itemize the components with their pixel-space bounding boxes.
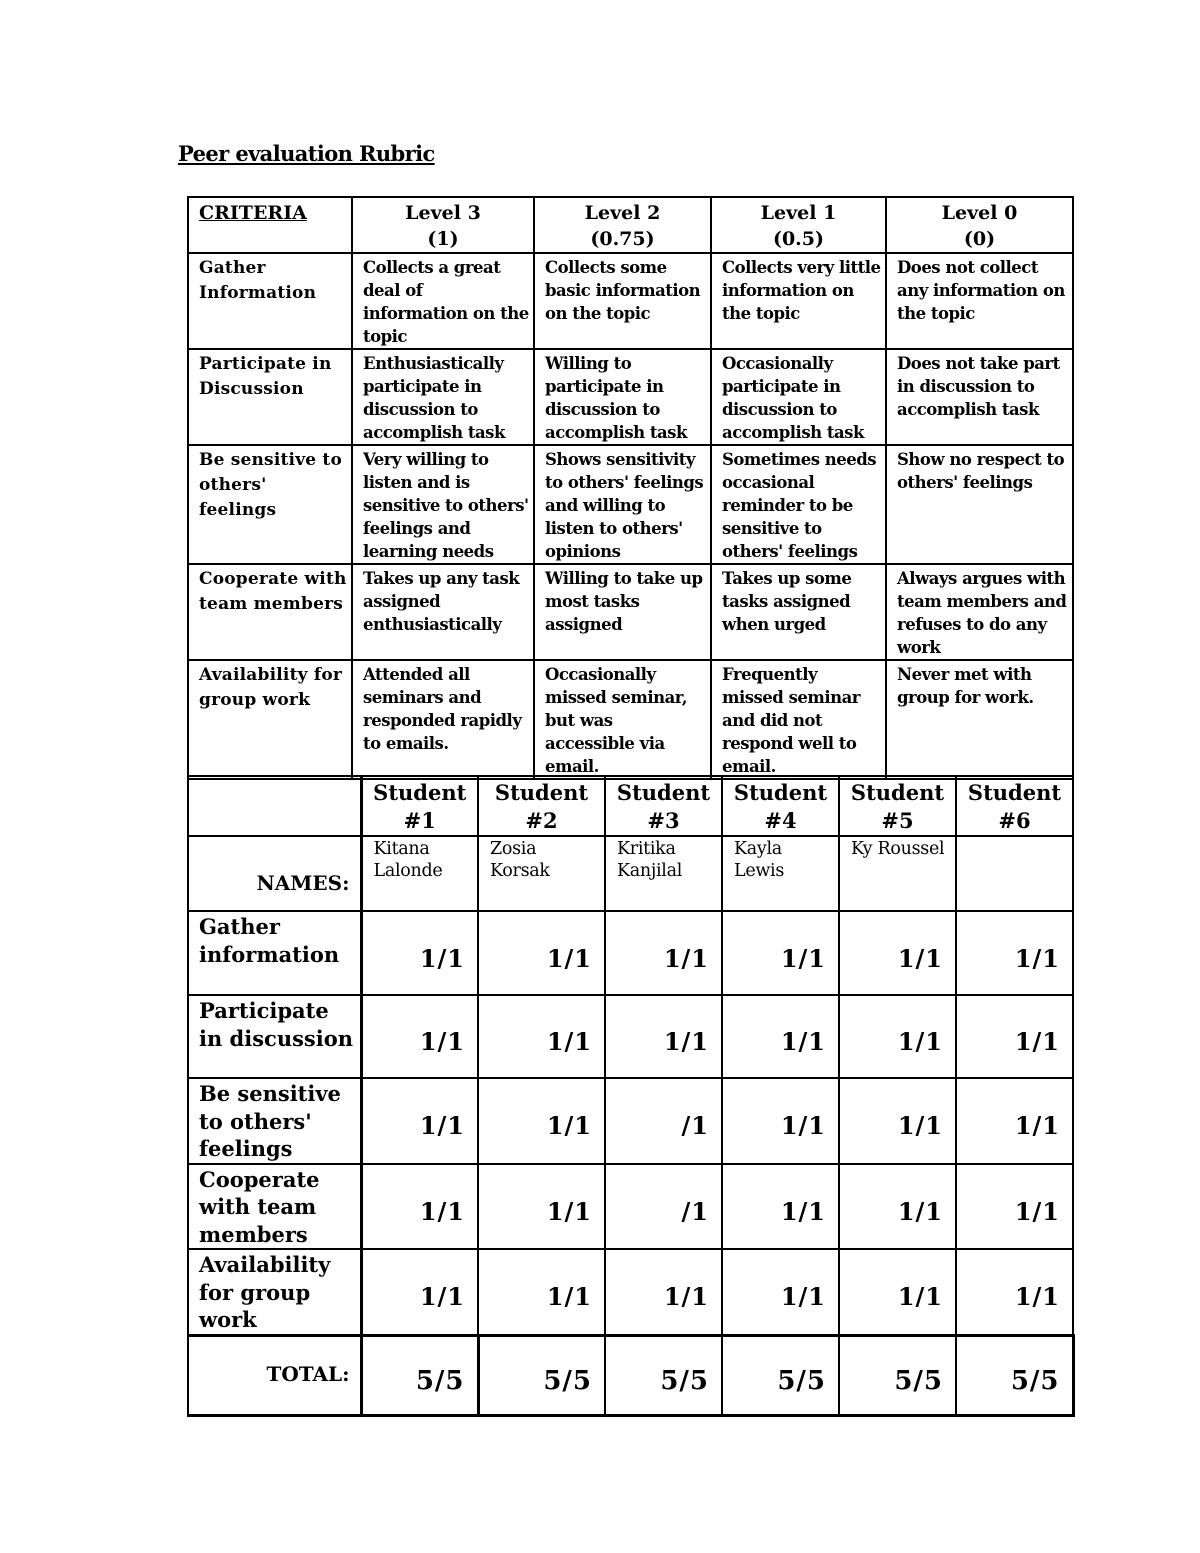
score-value: 1/1: [956, 1249, 1073, 1335]
rubric-cell: Very willing to listen and is sensitive to others' feelings and learning needs: [352, 445, 534, 564]
rubric-criterion: Participate in Discussion: [188, 349, 352, 445]
document-title: Peer evaluation Rubric: [178, 141, 435, 166]
rubric-cell: Does not take part in discussion to accomplish task: [886, 349, 1073, 445]
rubric-cell: Willing to take up most tasks assigned: [534, 564, 711, 660]
student-name: Ky Roussel: [839, 836, 956, 911]
level-header: Level 0 (0): [886, 197, 1073, 253]
empty-corner-cell: [188, 776, 361, 836]
total-row: [188, 1335, 1073, 1415]
rubric-cell: Occasionally participate in discussion to accomplish task: [711, 349, 886, 445]
rubric-cell: Shows sensitivity to others' feelings and willing to listen to others' opinions: [534, 445, 711, 564]
scores-table: [187, 775, 1075, 1417]
student-header: Student #2: [478, 776, 605, 836]
score-value: 1/1: [605, 995, 722, 1078]
rubric-cell: Collects some basic information on the topic: [534, 253, 711, 349]
score-value: 1/1: [956, 1164, 1073, 1250]
rubric-cell: Enthusiastically participate in discussion to accomplish task: [352, 349, 534, 445]
total-label: TOTAL:: [188, 1335, 361, 1415]
rubric-cell: Does not collect any information on the topic: [886, 253, 1073, 349]
total-value: 5/5: [839, 1335, 956, 1415]
score-value: 1/1: [478, 911, 605, 995]
student-header: Student #5: [839, 776, 956, 836]
score-value: 1/1: [361, 1249, 478, 1335]
score-row: [188, 1164, 1073, 1250]
score-value: 1/1: [722, 1164, 839, 1250]
student-header: Student #6: [956, 776, 1073, 836]
score-value: 1/1: [361, 1164, 478, 1250]
rubric-cell: Show no respect to others' feelings: [886, 445, 1073, 564]
score-value: 1/1: [605, 1249, 722, 1335]
rubric-criterion: Be sensitive to others' feelings: [188, 445, 352, 564]
total-value: 5/5: [361, 1335, 478, 1415]
score-value: /1: [605, 1164, 722, 1250]
score-row: [188, 911, 1073, 995]
score-value: 1/1: [956, 1078, 1073, 1164]
student-name: Zosia Korsak: [478, 836, 605, 911]
student-name: Kritika Kanjilal: [605, 836, 722, 911]
rubric-row: [188, 349, 1073, 445]
score-value: 1/1: [361, 911, 478, 995]
score-value: 1/1: [956, 911, 1073, 995]
score-value: 1/1: [839, 1164, 956, 1250]
rubric-criterion: Gather Information: [188, 253, 352, 349]
level-header: Level 2 (0.75): [534, 197, 711, 253]
score-value: 1/1: [722, 995, 839, 1078]
score-row: [188, 1078, 1073, 1164]
score-row: [188, 995, 1073, 1078]
rubric-cell: Occasionally missed seminar, but was accessible via email.: [534, 660, 711, 779]
level-header: Level 1 (0.5): [711, 197, 886, 253]
rubric-cell: Frequently missed seminar and did not respond well to email.: [711, 660, 886, 779]
score-value: 1/1: [478, 1164, 605, 1250]
level-header: Level 3 (1): [352, 197, 534, 253]
rubric-criterion: Cooperate with team members: [188, 564, 352, 660]
student-header: Student #4: [722, 776, 839, 836]
total-value: 5/5: [956, 1335, 1073, 1415]
rubric-cell: Attended all seminars and responded rapidly to emails.: [352, 660, 534, 779]
score-criterion: Cooperate with team members: [188, 1164, 361, 1250]
score-value: 1/1: [361, 995, 478, 1078]
score-criterion: Availability for group work: [188, 1249, 361, 1335]
score-value: 1/1: [722, 911, 839, 995]
score-value: 1/1: [478, 1078, 605, 1164]
student-name: Kitana Lalonde: [361, 836, 478, 911]
names-row: [188, 836, 1073, 911]
score-value: 1/1: [839, 911, 956, 995]
score-value: 1/1: [839, 995, 956, 1078]
score-criterion: Be sensitive to others' feelings: [188, 1078, 361, 1164]
score-value: 1/1: [839, 1249, 956, 1335]
rubric-header-row: [188, 197, 1073, 253]
score-value: 1/1: [722, 1078, 839, 1164]
rubric-criterion: Availability for group work: [188, 660, 352, 779]
rubric-table: [187, 196, 1074, 780]
score-criterion: Gather information: [188, 911, 361, 995]
score-value: 1/1: [361, 1078, 478, 1164]
rubric-row: [188, 445, 1073, 564]
score-row: [188, 1249, 1073, 1335]
student-header: Student #1: [361, 776, 478, 836]
student-name: Kayla Lewis: [722, 836, 839, 911]
total-value: 5/5: [722, 1335, 839, 1415]
score-value: 1/1: [605, 911, 722, 995]
rubric-row: [188, 660, 1073, 779]
total-value: 5/5: [478, 1335, 605, 1415]
score-value: 1/1: [478, 995, 605, 1078]
criteria-header: CRITERIA: [188, 197, 352, 253]
rubric-cell: Takes up some tasks assigned when urged: [711, 564, 886, 660]
rubric-row: [188, 253, 1073, 349]
names-label: NAMES:: [188, 836, 361, 911]
score-value: 1/1: [956, 995, 1073, 1078]
rubric-cell: Sometimes needs occasional reminder to be sensitive to others' feelings: [711, 445, 886, 564]
rubric-row: [188, 564, 1073, 660]
score-value: 1/1: [722, 1249, 839, 1335]
rubric-cell: Takes up any task assigned enthusiastically: [352, 564, 534, 660]
score-value: 1/1: [478, 1249, 605, 1335]
rubric-cell: Never met with group for work.: [886, 660, 1073, 779]
score-criterion: Participate in discussion: [188, 995, 361, 1078]
rubric-cell: Collects a great deal of information on the topic: [352, 253, 534, 349]
rubric-cell: Willing to participate in discussion to accomplish task: [534, 349, 711, 445]
rubric-cell: Collects very little information on the topic: [711, 253, 886, 349]
student-header: Student #3: [605, 776, 722, 836]
score-value: 1/1: [839, 1078, 956, 1164]
student-name: [956, 836, 1073, 911]
rubric-cell: Always argues with team members and refuses to do any work: [886, 564, 1073, 660]
total-value: 5/5: [605, 1335, 722, 1415]
score-value: /1: [605, 1078, 722, 1164]
students-header-row: [188, 776, 1073, 836]
